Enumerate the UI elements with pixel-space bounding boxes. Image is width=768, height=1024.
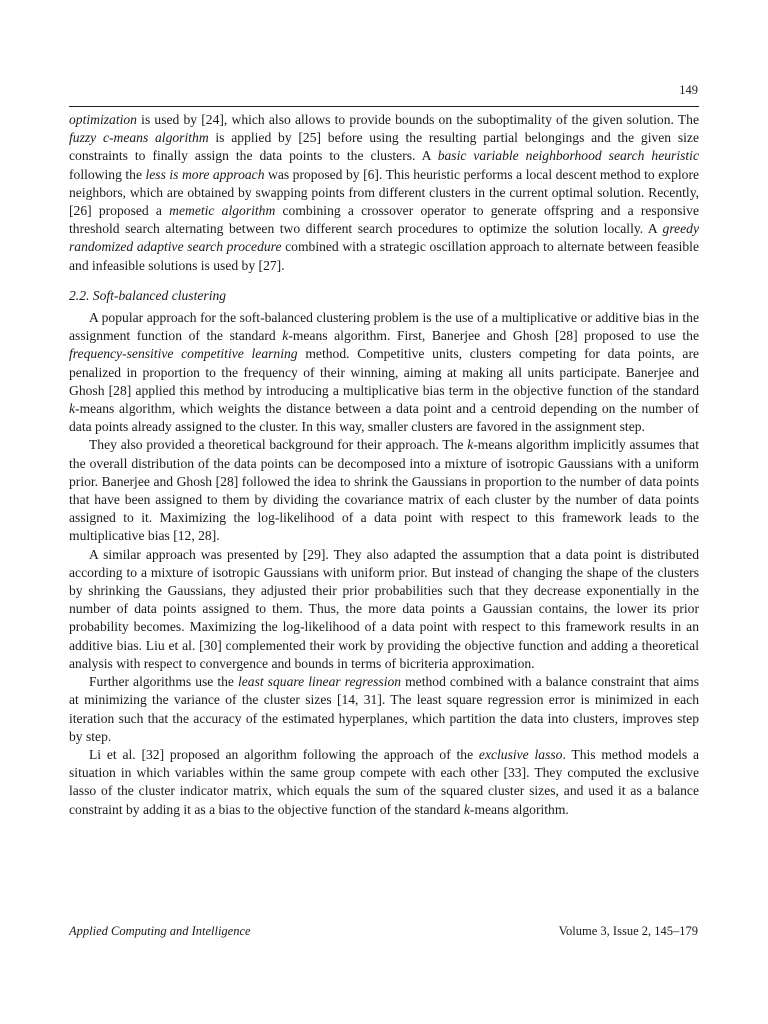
text-run: combined with a strategic oscillation approach to alternate between feasible and infeasible solutions is used by [27]. xyxy=(69,239,699,273)
page-number: 149 xyxy=(679,83,698,97)
text-run: combining a crossover operator to generate offspring and a responsive threshold search alternating between two different search procedures to optimize the solution locally. A xyxy=(69,203,700,237)
emphasis: fuzzy c-means algorithm xyxy=(69,130,209,146)
emphasis: optimization xyxy=(69,112,137,127)
emphasis: k xyxy=(463,801,470,817)
emphasis: k xyxy=(467,437,474,453)
text-run: A popular approach for the soft-balanced clustering problem is the use of a multiplicative or additive bias in the assignment function of the standard xyxy=(69,310,699,344)
text-run: . This method models a situation in which variables within the same group compete with each other [33]. They computed the exclusive lasso of the cluster indicator matrix, which equals the sum of the squared cluster sizes, and used it as a balance constraint by adding it as a bias to the objective function of the standard xyxy=(69,746,699,817)
emphasis: least square linear regression xyxy=(237,674,402,690)
emphasis: exclusive lasso xyxy=(478,746,563,762)
text-run: method combined with a balance constraint that aims at minimizing the variance of the cluster sizes [14, 31]. The least square regression error is minimized in each iteration such that the accuracy of the estimated hyperplanes, which partition the data into clusters, improves step by step. xyxy=(69,674,699,744)
paragraph: A similar approach was presented by [29]. They also adapted the assumption that a data point is distributed according to a mixture of isotropic Gaussians with uniform prior. But instead of changing the shape of the clusters by shrinking the Gaussians, they adjusted their prior probabilities such that they decrease exponentially in the number of data points assigned to them. Thus, the more data points a Gaussian contains, the lower its prior probability becomes. Maximizing the log-likelihood of a data point with respect to this framework results in an additive bias. Liu et al. [30] complemented their work by providing the objective function and adding a theoretical analysis with respect to convergence and bounds in terms of bicriteria approximation. xyxy=(69,546,699,671)
header-rule xyxy=(69,106,699,107)
footer-volume-info: Volume 3, Issue 2, 145–179 xyxy=(558,924,698,938)
footer-journal-name: Applied Computing and Intelligence xyxy=(69,924,251,938)
text-run: following the xyxy=(69,166,146,182)
emphasis: greedy randomized adaptive search procedure xyxy=(69,221,699,255)
paragraph xyxy=(69,436,699,545)
paragraph xyxy=(69,673,699,746)
text-run: -means algorithm, which weights the distance between a data point and a centroid depending on the number of data points already assigned to the cluster. In this way, smaller clusters are favored in the assignment step. xyxy=(69,401,699,435)
text-run: They also provided a theoretical background for their approach. The xyxy=(89,437,468,453)
section-heading: 2.2. Soft-balanced clustering xyxy=(69,287,227,303)
text-run: Further algorithms use the xyxy=(89,674,238,690)
text-run: was proposed by [6]. This heuristic performs a local descent method to explore neighbors, which are obtained by swapping points from different clusters in the current optimal solution. Recently, [26] proposed a xyxy=(69,166,699,219)
text-run: -means algorithm implicitly assumes that the overall distribution of the data points can be decomposed into a mixture of isotropic Gaussians with a uniform prior. Banerjee and Ghosh [28] followed the idea to shrink the Gaussians in proportion to the number of data points that have been assigned to them by dividing the covariance matrix of each cluster by the number of data points assigned to it. Maximizing the log-likelihood of a data point with respect to this framework leads to the multiplicative bias [12, 28]. xyxy=(69,437,699,544)
emphasis: k xyxy=(282,328,289,344)
article-body xyxy=(69,111,699,819)
emphasis: k xyxy=(69,401,76,417)
emphasis: basic variable neighborhood search heuristic xyxy=(437,148,699,164)
text-run: method. Competitive units, clusters competing for data points, are penalized in proportion to the frequency of their winning, aiming at making all units participate. Banerjee and Ghosh [28] applied this method by introducing a multiplicative bias term in the objective function of the standard xyxy=(69,346,700,398)
emphasis: frequency-sensitive competitive learning xyxy=(69,346,298,362)
emphasis: memetic algorithm xyxy=(169,203,276,219)
text-run: Li et al. [32] proposed an algorithm following the approach of the xyxy=(89,746,479,762)
text-run: -means algorithm. First, Banerjee and Ghosh [28] proposed to use the xyxy=(288,328,699,344)
paragraph xyxy=(69,746,699,819)
paragraph xyxy=(69,309,699,436)
paragraph-continuation xyxy=(69,111,699,275)
text-run: is used by [24], which also allows to provide bounds on the suboptimality of the given solution. The xyxy=(136,112,699,127)
text-run: is applied by [25] before using the resulting partial belongings and the given size constraints to finally assign the data points to the clusters. A xyxy=(69,130,699,164)
text-run: -means algorithm. xyxy=(469,801,569,817)
emphasis: less is more approach xyxy=(145,166,265,182)
